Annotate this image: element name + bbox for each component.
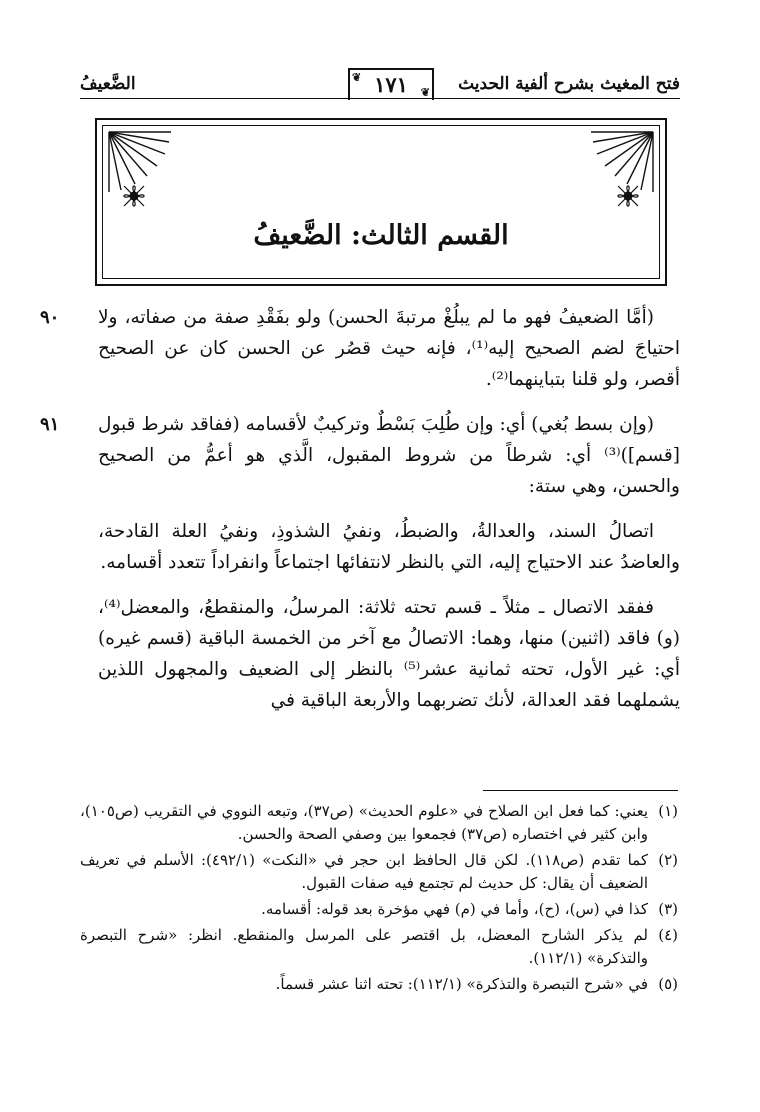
- ornament-icon: ❦: [420, 86, 430, 99]
- verse-number: ٩٠: [40, 307, 60, 328]
- paragraph-text: ففقد الاتصال ـ مثلاً ـ قسم تحته ثلاثة: المرسلُ، والمنقطعُ، والمعضل⁽⁴⁾، (و) فاقد (اثنين) منها، وهما: الاتصالُ مع آخر من الخمسة الباقية (قسم غيره) أي: غير الأول، تحته ثمانية عشر⁽⁵⁾ بالنظر إلى الضعيف والمجهول اللذين يشملهما فقد العدالة، لأنك تضربهما والأربعة الباقية في: [98, 597, 680, 711]
- footnote-separator: [483, 790, 678, 791]
- footnote-text: كذا في (س)، (ح)، وأما في (م) فهي مؤخرة بعد قوله: أقسامه.: [261, 900, 648, 918]
- footnotes: [80, 800, 678, 999]
- paragraph: [40, 302, 680, 395]
- page-header: [80, 68, 680, 102]
- footnote: [80, 800, 678, 846]
- page-number: ١٧١: [374, 72, 408, 97]
- page-number-box: [348, 68, 434, 100]
- footnote: [80, 849, 678, 895]
- footnote: [80, 898, 678, 921]
- running-section-name: الضَّعيفُ: [80, 74, 136, 94]
- paragraph-text: (وإن بسط بُغي) أي: وإن طُلِبَ بَسْطٌ وتركيبٌ لأقسامه (ففاقد شرط قبول [قسم])⁽³⁾ أي: شرطاً من شروط المقبول، الَّذي هو أعمُّ من الصحيح والحسن، وهي ستة:: [98, 414, 680, 497]
- paragraph: [98, 592, 680, 716]
- footnote-text: يعني: كما فعل ابن الصلاح في «علوم الحديث» (ص٣٧)، وتبعه النووي في التقريب (ص١٠٥)، وابن كثير في اختصاره (ص٣٧) فجمعوا بين وصفي الصحة والحسن.: [80, 802, 648, 843]
- footnote-number: (٥): [658, 975, 678, 993]
- inner-frame: [102, 125, 660, 279]
- footnote-number: (٢): [658, 851, 678, 869]
- footnote: [80, 924, 678, 970]
- ornament-icon: ❦: [352, 71, 362, 84]
- verse-number: ٩١: [40, 414, 60, 435]
- book-title: فتح المغيث بشرح ألفية الحديث: [458, 74, 680, 94]
- paragraph-text: اتصالُ السند، والعدالةُ، والضبطُ، ونفيُ الشذوذِ، ونفيُ العلة القادحة، والعاضدُ عند الاحتياج إليه، التي بالنظر لانتفائها اجتماعاً وانفراداً تتعدد أقسامه.: [98, 521, 680, 573]
- header-rule: [80, 98, 680, 99]
- main-text: [40, 302, 680, 730]
- floral-ornament-icon: [611, 180, 645, 212]
- paragraph-text: (أمَّا الضعيفُ فهو ما لم يبلُغْ مرتبةَ الحسن) ولو بفَقْدِ صفة من صفاته، ولا احتياجَ لضم الصحيح إليه⁽¹⁾، فإنه حيث قصُر عن الحسن كان عن الصحيح أقصر، ولو قلنا بتباينهما⁽²⁾.: [98, 307, 680, 390]
- footnote-text: لم يذكر الشارح المعضل، بل اقتصر على المرسل والمنقطع. انظر: «شرح التبصرة والتذكرة» (١١٢/١).: [80, 926, 648, 967]
- footnote-number: (٤): [658, 926, 678, 944]
- footnote-text: في «شرح التبصرة والتذكرة» (١١٢/١): تحته اثنا عشر قسماً.: [275, 975, 648, 993]
- section-title: القسم الثالث: الضَّعيفُ: [253, 220, 509, 251]
- footnote: [80, 973, 678, 996]
- section-title-frame: [95, 118, 667, 286]
- footnote-number: (١): [658, 802, 678, 820]
- paragraph: [98, 516, 680, 578]
- floral-ornament-icon: [117, 180, 151, 212]
- footnote-number: (٣): [658, 900, 678, 918]
- footnote-text: كما تقدم (ص١١٨). لكن قال الحافظ ابن حجر في «النكت» (٤٩٢/١): الأسلم في تعريف الضعيف أن يقال: كل حديث لم تجتمع فيه صفات القبول.: [80, 851, 648, 892]
- paragraph: [40, 409, 680, 502]
